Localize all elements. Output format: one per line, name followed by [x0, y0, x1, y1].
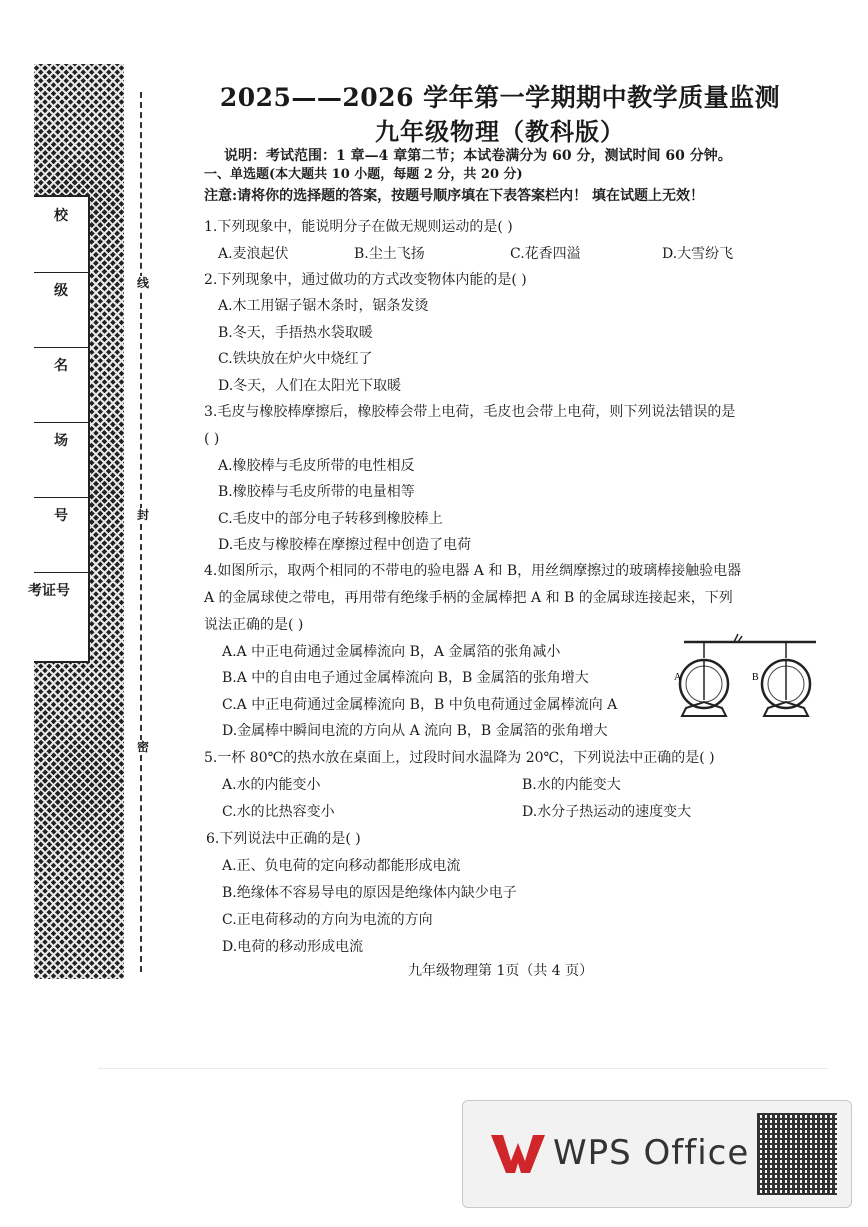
question-1-stem: 1.下列现象中，能说明分子在做无规则运动的是( )	[204, 219, 513, 235]
question-1-option-b: B.尘土飞扬	[354, 246, 425, 262]
answer-notice: 注意:请将你的选择题的答案，按题号顺序填在下表答案栏内！ 填在试题上无效！	[204, 188, 705, 204]
page-divider	[98, 1068, 828, 1069]
figure-label-a: A	[674, 672, 682, 683]
section-heading: 一、单选题(本大题共 10 小题，每题 2 分，共 20 分)	[204, 167, 523, 182]
question-1-option-d: D.大雪纷飞	[662, 246, 734, 262]
question-3-option-d: D.毛皮与橡胶棒在摩擦过程中创造了电荷	[218, 537, 472, 553]
field-seat-number: 号	[34, 497, 88, 573]
seal-mark-seal: 封	[136, 508, 149, 522]
seal-mark-secret: 密	[136, 740, 149, 754]
question-3-stem-cont: ( )	[204, 431, 220, 447]
question-2-option-a: A.木工用锯子锯木条时，锯条发烫	[218, 298, 429, 314]
seal-mark-line: 线	[136, 276, 149, 290]
field-exam-room: 场	[34, 422, 88, 498]
question-5-option-b: B.水的内能变大	[522, 777, 621, 793]
question-6-option-d: D.电荷的移动形成电流	[222, 939, 364, 955]
question-2-stem: 2.下列现象中，通过做功的方式改变物体内能的是( )	[204, 272, 527, 288]
question-6-stem: 6.下列说法中正确的是( )	[206, 831, 361, 847]
electroscope-b	[762, 642, 810, 716]
question-5-stem: 5.一杯 80℃的热水放在桌面上，过段时间水温降为 20℃，下列说法中正确的是( )	[204, 750, 715, 766]
question-2-option-d: D.冬天，人们在太阳光下取暖	[218, 378, 402, 394]
question-6-option-b: B.绝缘体不容易导电的原因是绝缘体内缺少电子	[222, 885, 517, 901]
electroscope-a	[680, 642, 728, 716]
question-4-stem: 4.如图所示，取两个相同的不带电的验电器 A 和 B，用丝绸摩擦过的玻璃棒接触验电器	[204, 563, 742, 579]
wps-office-label: WPS Office	[553, 1133, 750, 1173]
question-4-stem-cont2: 说法正确的是( )	[204, 617, 304, 633]
question-4-option-a: A.A 中正电荷通过金属棒流向 B，A 金属箔的张角减小	[222, 644, 561, 660]
question-3-option-c: C.毛皮中的部分电子转移到橡胶棒上	[218, 511, 443, 527]
seal-dashed-line	[140, 92, 142, 972]
wps-office-badge[interactable]	[462, 1100, 852, 1208]
question-5-option-c: C.水的比热容变小	[222, 804, 335, 820]
wps-logo-icon	[489, 1131, 547, 1175]
question-2-option-c: C.铁块放在炉火中烧红了	[218, 351, 373, 367]
question-4-option-b: B.A 中的自由电子通过金属棒流向 B，B 金属箔的张角增大	[222, 670, 589, 686]
field-name: 名	[34, 347, 88, 423]
question-6-option-c: C.正电荷移动的方向为电流的方向	[222, 912, 433, 928]
question-3-stem: 3.毛皮与橡胶棒摩擦后，橡胶棒会带上电荷，毛皮也会带上电荷，则下列说法错误的是	[204, 404, 736, 420]
question-2-option-b: B.冬天，手捂热水袋取暖	[218, 325, 373, 341]
question-4-option-d: D.金属棒中瞬间电流的方向从 A 流向 B，B 金属箔的张角增大	[222, 723, 608, 739]
exam-instructions: 说明：考试范围：1 章—4 章第二节；本试卷满分为 60 分，测试时间 60 分钟。	[224, 148, 732, 164]
question-1-option-a: A.麦浪起伏	[218, 246, 289, 262]
question-3-option-b: B.橡胶棒与毛皮所带的电量相等	[218, 484, 415, 500]
question-4-stem-cont: A 的金属球使之带电，再用带有绝缘手柄的金属棒把 A 和 B 的金属球连接起来，下列	[204, 590, 733, 606]
field-exam-id: 考证号	[28, 583, 70, 599]
question-3-option-a: A.橡胶棒与毛皮所带的电性相反	[218, 458, 415, 474]
field-class: 级	[34, 272, 88, 348]
exam-subtitle: 九年级物理（教科版）	[375, 117, 625, 146]
page-footer: 九年级物理第 1页（共 4 页）	[408, 963, 594, 979]
field-school: 校	[34, 197, 88, 273]
question-5-option-d: D.水分子热运动的速度变大	[522, 804, 692, 820]
electroscope-figure	[676, 636, 824, 728]
question-1-option-c: C.花香四溢	[510, 246, 581, 262]
question-5-option-a: A.水的内能变小	[222, 777, 321, 793]
question-6-option-a: A.正、负电荷的定向移动都能形成电流	[222, 858, 461, 874]
exam-title: 2025——2026 学年第一学期期中教学质量监测	[219, 83, 781, 112]
qr-code-icon	[757, 1113, 837, 1195]
question-4-option-c: C.A 中正电荷通过金属棒流向 B，B 中负电荷通过金属棒流向 A	[222, 697, 618, 713]
figure-label-b: B	[752, 672, 759, 683]
